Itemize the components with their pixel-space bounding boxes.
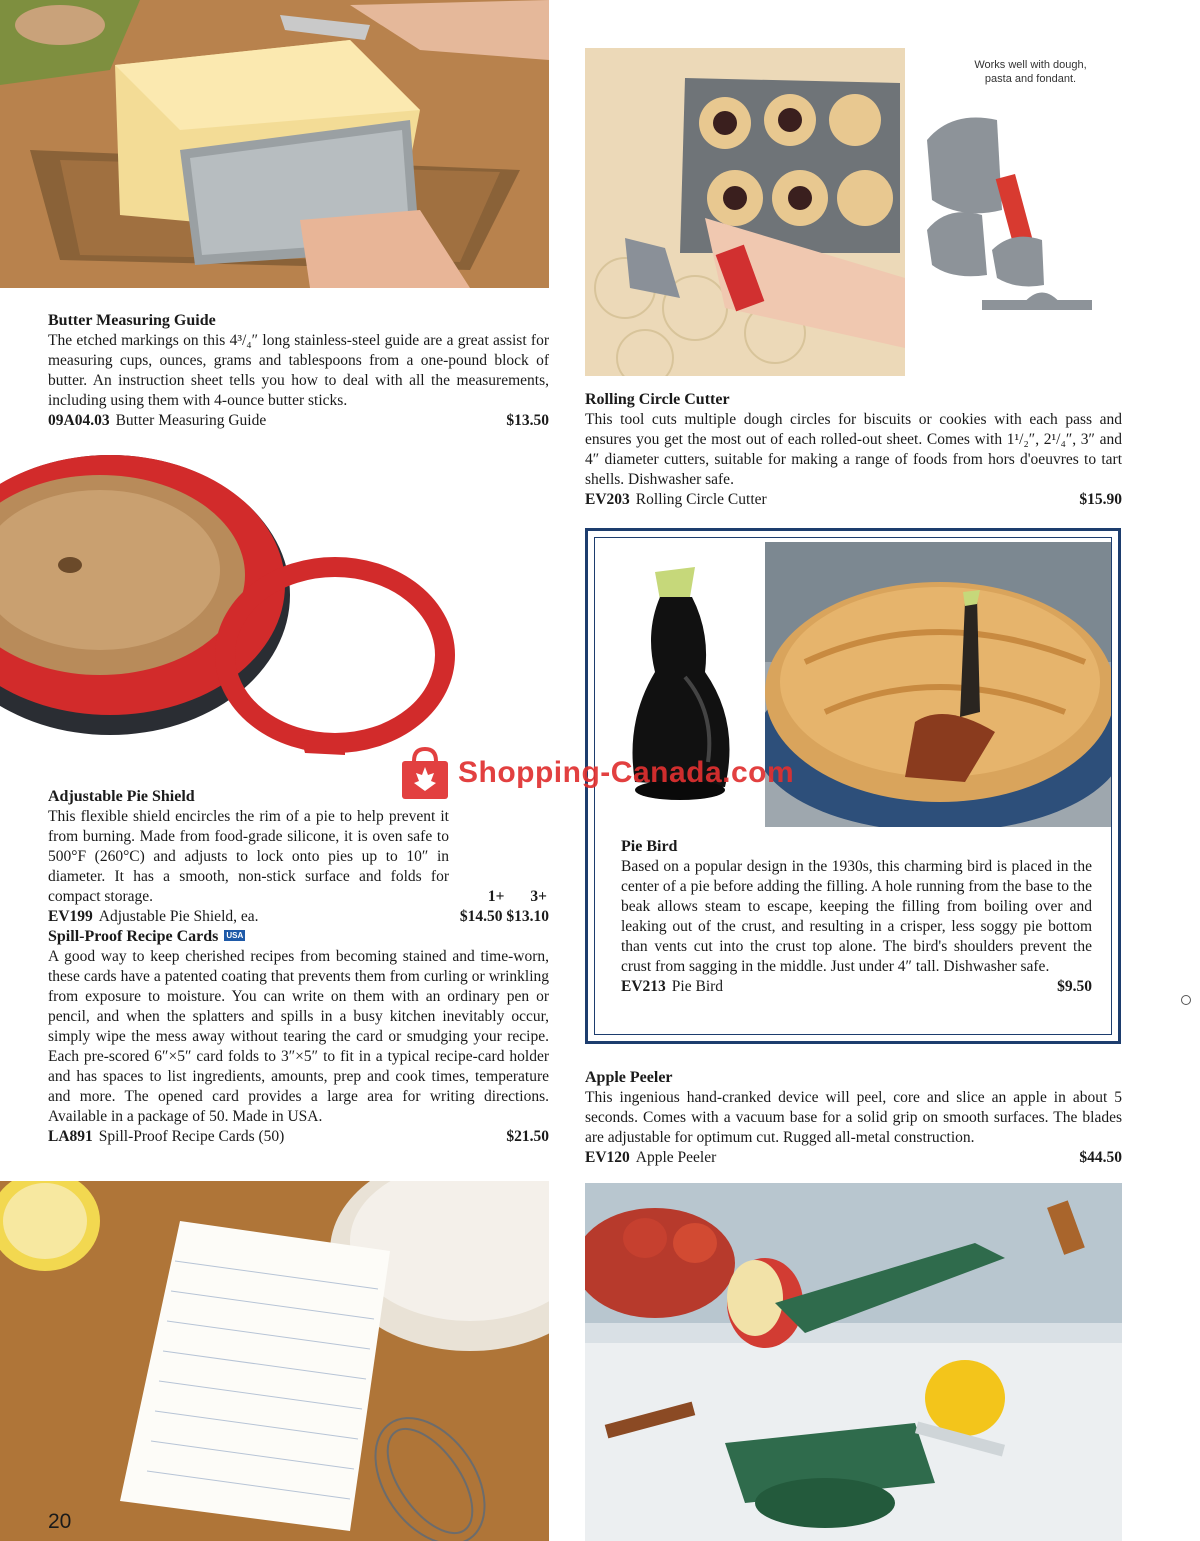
pie-shield-description: This flexible shield encircles the rim of a pie to help prevent it from burning. Made from food-grade silicone, it is oven safe to 500°F (260°C) and adjusts to lock onto pies up to 10″ in diameter. It has a smooth, non-stick surface and folds for compact storage. xyxy=(48,808,449,905)
butter-guide-item-name: Butter Measuring Guide xyxy=(115,412,267,429)
rolling-cutter-sku: EV203 xyxy=(585,491,630,508)
butter-guide-price: $13.50 xyxy=(506,412,549,429)
rolling-cutter-section xyxy=(585,390,1122,510)
pie-shield-section xyxy=(48,787,549,927)
page-number: 20 xyxy=(48,1510,72,1533)
rolling-cutter-item-name: Rolling Circle Cutter xyxy=(635,491,767,508)
watermark-text: Shopping-Canada.com xyxy=(458,756,795,789)
pie-shield-photo xyxy=(0,455,455,785)
butter-guide-order-row xyxy=(48,411,549,431)
pie-bird-sku: EV213 xyxy=(621,978,666,995)
recipe-cards-sku: LA891 xyxy=(48,1128,93,1145)
apple-peeler-sku: EV120 xyxy=(585,1149,630,1166)
apple-peeler-photo xyxy=(585,1183,1122,1541)
apple-peeler-order-row xyxy=(585,1148,1122,1168)
pie-shield-order-row xyxy=(48,907,549,927)
recipe-cards-price: $21.50 xyxy=(506,1128,549,1145)
pie-shield-tier-2: 3+ xyxy=(530,888,547,905)
pie-bird-title: Pie Bird xyxy=(621,838,678,855)
rolling-cutter-note: Works well with dough, pasta and fondant. xyxy=(974,59,1087,85)
pie-shield-tier-1: 1+ xyxy=(487,888,505,905)
pie-bird-section xyxy=(621,837,1092,997)
butter-guide-section xyxy=(48,311,549,431)
pie-shield-item-name: Adjustable Pie Shield, ea. xyxy=(98,908,259,925)
apple-peeler-section xyxy=(585,1068,1122,1168)
butter-guide-description: The etched markings on this 4³/₄″ long stainless-steel guide are a great assist for measuring cups, ounces, grams and tablespoons from a one-pound block of butter. An instruction sheet tells you how to deal with all the measurements, including using them with 4-ounce butter sticks. xyxy=(48,332,549,409)
butter-guide-title: Butter Measuring Guide xyxy=(48,312,216,329)
recipe-cards-section xyxy=(48,927,549,1147)
pie-shield-title: Adjustable Pie Shield xyxy=(48,788,195,805)
pie-bird-item-name: Pie Bird xyxy=(671,978,724,995)
rolling-cutter-description: This tool cuts multiple dough circles for biscuits or cookies with each pass and ensures you get the most out of each rolled-out sheet. Comes with 1¹/₂″, 2¹/₄″, 3″ and 4″ diameter cutters, suitable for making a range of foods from hors d'oeuvres to tart shells. Dishwasher safe. xyxy=(585,411,1122,488)
apple-peeler-title: Apple Peeler xyxy=(585,1069,673,1086)
pie-shield-price-2: $13.10 xyxy=(506,908,549,925)
recipe-cards-photo xyxy=(0,1181,549,1541)
rolling-cutter-parts-photo xyxy=(912,100,1122,350)
pie-shield-price-1: $14.50 xyxy=(459,908,503,925)
watermark xyxy=(400,745,794,801)
apple-peeler-description: This ingenious hand-cranked device will peel, core and slice an apple in about 5 seconds. Comes with a vacuum base for a solid grip on smooth surfaces. The blades are adjustable for optimum cut. Rugged all-metal construction. xyxy=(585,1089,1122,1146)
usa-badge: USA xyxy=(226,931,244,940)
page-edge-mark xyxy=(1181,995,1191,1005)
shopping-bag-icon xyxy=(400,745,450,801)
recipe-cards-description: A good way to keep cherished recipes from becoming stained and time-worn, these cards have a patented coating that prevents them from curling or wrinkling from exposure to moisture. You can write on them with an ordinary pen or pencil, and when the splatters and spills in a busy kitchen inevitably occur, simply wipe the mess away without tearing the card or smudging your recipe. Each pre-scored 6″×5″ card folds to 3″×5″ to fit in a typical recipe-card holder and has spaces to list ingredients, amounts, prep and cook times, temperature and more. The opened card provides a large area for writing directions. Available in a package of 50. Made in USA. xyxy=(48,948,549,1125)
pie-bird-description: Based on a popular design in the 1930s, this charming bird is placed in the center of a pie before adding the filling. A hole running from the base to the beak allows steam to escape, keeping the filling from boiling over and leaking out of the crust, and resulting in a crisper, less soggy pie bottom than vents cut into the crust top alone. The bird's shoulders prevent the crust from sagging in the middle. Just under 4″ tall. Dishwasher safe. xyxy=(621,858,1092,975)
pie-bird-order-row xyxy=(621,977,1092,997)
rolling-cutter-photo xyxy=(585,48,905,376)
apple-peeler-price: $44.50 xyxy=(1079,1149,1122,1166)
recipe-cards-title: Spill-Proof Recipe Cards xyxy=(48,928,219,945)
recipe-cards-item-name: Spill-Proof Recipe Cards (50) xyxy=(98,1128,285,1145)
pie-shield-sku: EV199 xyxy=(48,908,93,925)
apple-peeler-item-name: Apple Peeler xyxy=(635,1149,717,1166)
rolling-cutter-order-row xyxy=(585,490,1122,510)
rolling-cutter-price: $15.90 xyxy=(1079,491,1122,508)
butter-guide-sku: 09A04.03 xyxy=(48,412,110,429)
butter-guide-photo xyxy=(0,0,549,288)
rolling-cutter-title: Rolling Circle Cutter xyxy=(585,391,730,408)
recipe-cards-order-row xyxy=(48,1127,549,1147)
pie-bird-price: $9.50 xyxy=(1057,978,1092,995)
